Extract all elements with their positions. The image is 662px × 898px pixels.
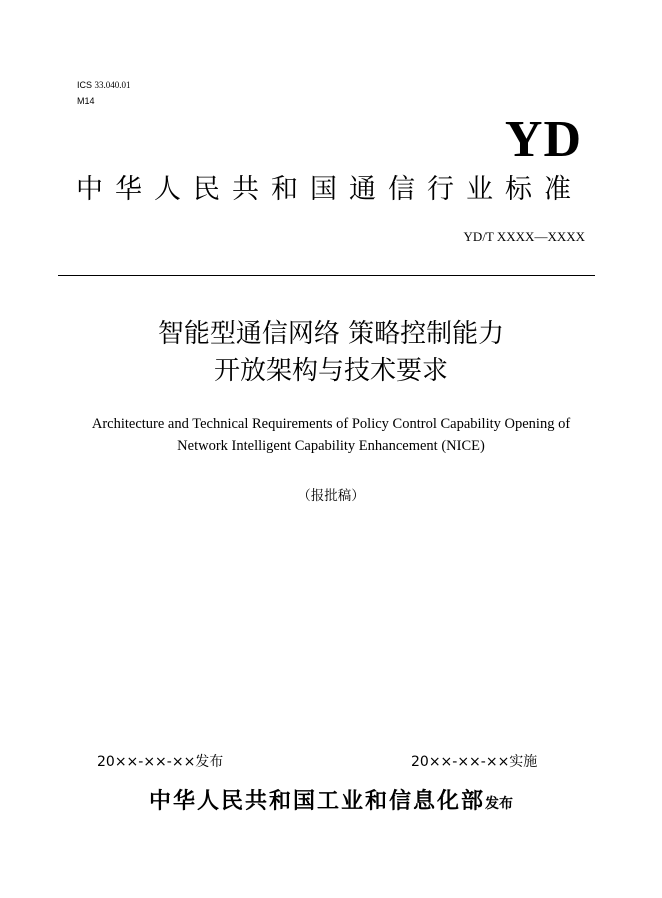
implement-date: 20××-××-××实施 xyxy=(411,754,538,770)
issuer-name: 中华人民共和国工业和信息化部 xyxy=(148,789,485,814)
title-en-line1: Architecture and Technical Requirements of Policy Control Capability Opening of xyxy=(91,416,571,432)
issuing-authority xyxy=(0,784,662,815)
header-divider xyxy=(58,275,595,276)
issuer-suffix: 发布 xyxy=(485,796,513,812)
publish-date: 20××-××-××发布 xyxy=(97,754,224,770)
title-zh-line2: 开放架构与技术要求 xyxy=(213,356,448,386)
ccs-code: M14 xyxy=(77,96,95,106)
ics-label: ICS xyxy=(77,80,93,90)
standard-number: YD/T XXXX—XXXX xyxy=(463,229,585,244)
ics-classification xyxy=(77,80,131,90)
draft-status: （报批稿） xyxy=(297,488,365,504)
ics-code: 33.040.01 xyxy=(94,80,131,90)
title-zh-line1: 智能型通信网络 策略控制能力 xyxy=(157,319,505,349)
standard-category: 中华人民共和国通信行业标准 xyxy=(76,174,583,205)
title-en-line2: Network Intelligent Capability Enhancement (NICE) xyxy=(177,438,485,454)
yd-logo: YD xyxy=(504,111,582,168)
title-en xyxy=(40,413,622,457)
